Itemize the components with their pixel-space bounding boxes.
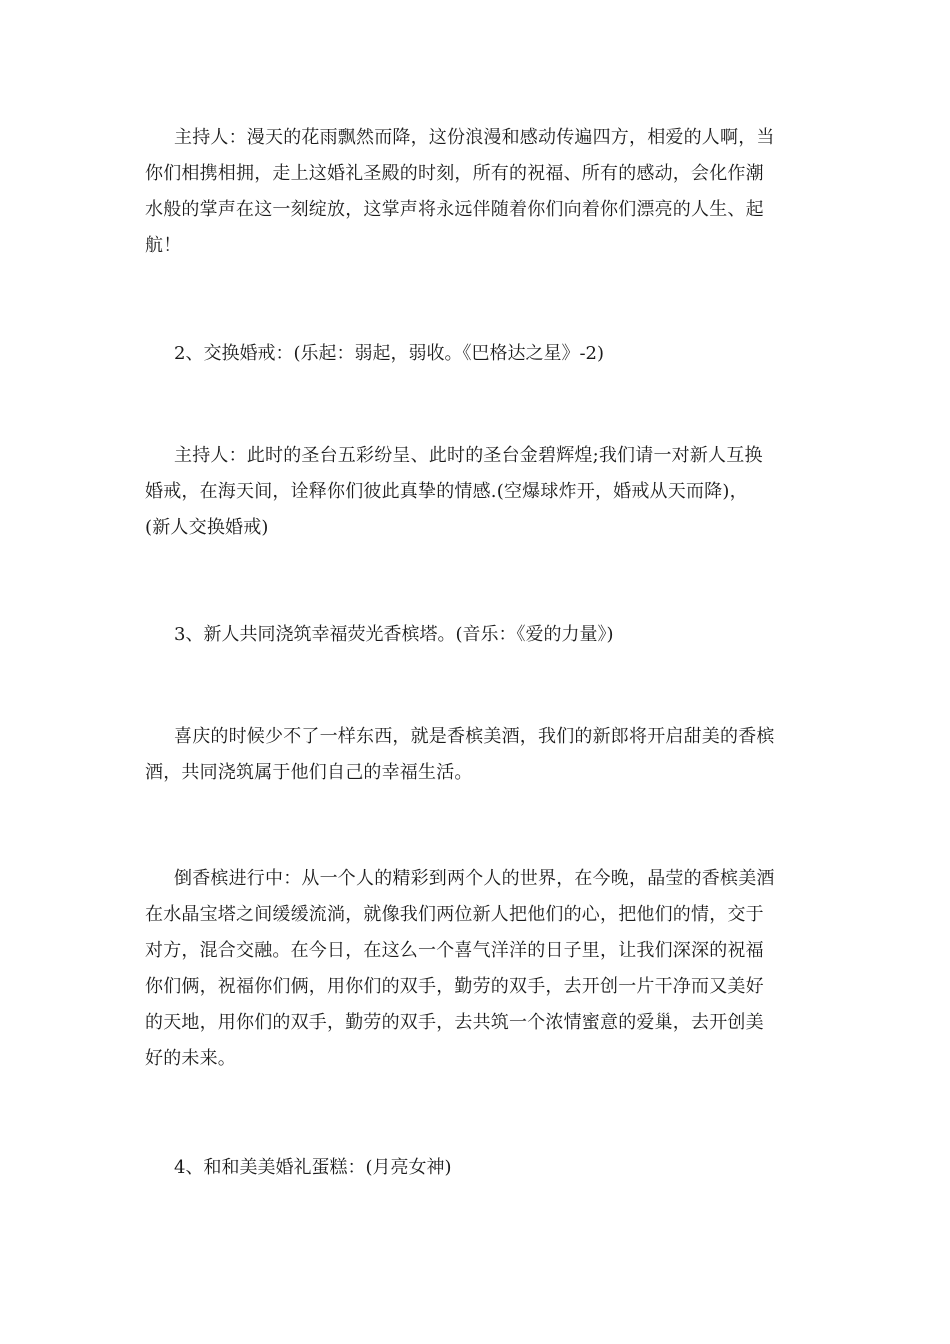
text-line: 的天地，用你们的双手，勤劳的双手，去共筑一个浓情蜜意的爱巢，去开创美 bbox=[145, 1012, 764, 1033]
text-line: 喜庆的时候少不了一样东西，就是香槟美酒，我们的新郎将开启甜美的香槟 bbox=[174, 726, 775, 747]
text-line: 主持人：漫天的花雨飘然而降，这份浪漫和感动传遍四方，相爱的人啊，当 bbox=[174, 127, 775, 148]
text-line: 主持人：此时的圣台五彩纷呈、此时的圣台金碧辉煌;我们请一对新人互换 bbox=[174, 445, 763, 466]
paragraph-pouring-champagne bbox=[145, 861, 805, 1077]
text-line: 婚戒，在海天间，诠释你们彼此真挚的情感.(空爆球炸开，婚戒从天而降)， bbox=[145, 481, 748, 502]
section-heading-champagne-tower: 3、新人共同浇筑幸福荧光香槟塔。(音乐：《爱的力量》) bbox=[174, 624, 614, 645]
text-line: 酒，共同浇筑属于他们自己的幸福生活。 bbox=[145, 762, 473, 783]
paragraph-champagne-intro bbox=[145, 719, 805, 791]
text-line: 你们相携相拥，走上这婚礼圣殿的时刻，所有的祝福、所有的感动，会化作潮 bbox=[145, 163, 764, 184]
section-heading-wedding-cake: 4、和和美美婚礼蛋糕：(月亮女神) bbox=[174, 1157, 452, 1178]
paragraph-host-ring-exchange bbox=[145, 438, 805, 546]
text-line: (新人交换婚戒) bbox=[145, 517, 269, 538]
text-line: 好的未来。 bbox=[145, 1048, 236, 1069]
text-line: 你们俩，祝福你们俩，用你们的双手，勤劳的双手，去开创一片干净而又美好 bbox=[145, 976, 764, 997]
text-line: 航！ bbox=[145, 235, 182, 256]
text-line: 在水晶宝塔之间缓缓流淌，就像我们两位新人把他们的心，把他们的情，交于 bbox=[145, 904, 764, 925]
section-heading-exchange-rings: 2、交换婚戒：(乐起：弱起，弱收。《巴格达之星》-2) bbox=[174, 343, 605, 364]
text-line: 对方，混合交融。在今日，在这么一个喜气洋洋的日子里，让我们深深的祝福 bbox=[145, 940, 764, 961]
text-line: 水般的掌声在这一刻绽放，这掌声将永远伴随着你们向着你们漂亮的人生、起 bbox=[145, 199, 764, 220]
text-line: 倒香槟进行中：从一个人的精彩到两个人的世界，在今晚，晶莹的香槟美酒 bbox=[174, 868, 775, 889]
paragraph-host-flower-rain bbox=[145, 120, 805, 264]
